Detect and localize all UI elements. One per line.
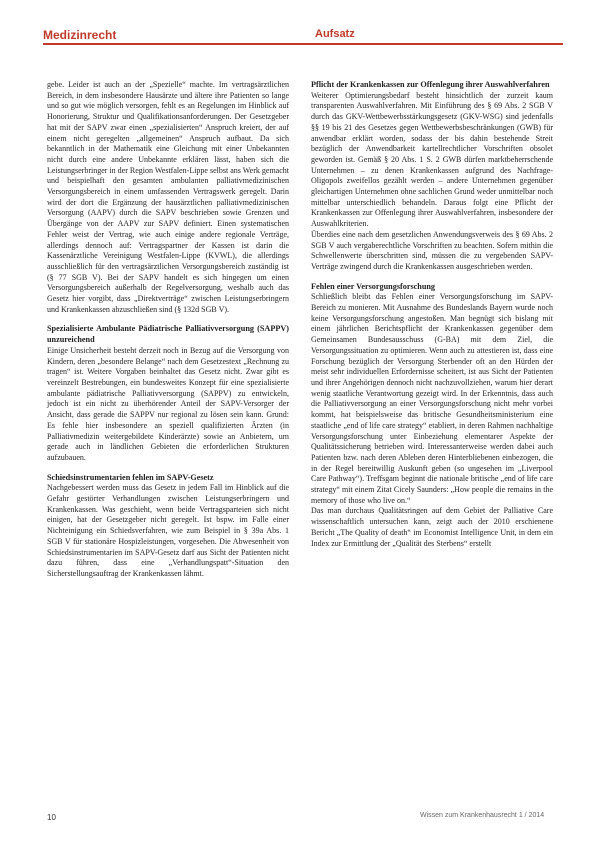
journal-source: Wissen zum Krankenhausrecht 1 / 2014 bbox=[420, 812, 545, 819]
paragraph: Das man durchaus Qualitätsringen auf dem Gebiet der Palliative Care wissenschaftlich untersuchen kann, zeigt auch der 2010 erschienene Bericht „The Quality of death“ im Economist Intelligence Unit, in dem ein Index zur Ermittlung der „Qualität des Sterbens“ erstellt bbox=[311, 506, 553, 548]
paragraph: Überdies eine nach dem gesetzlichen Anwendungsverweis des § 69 Abs. 2 SGB V auch vergaberechtliche Vorschriften zu beachten. Sofern mithin die Schwellenwerte überschritten sind, müssen die zu vergebenden SAPV-Verträge zwingend durch die Krankenkassen ausgeschrieben werden. bbox=[311, 229, 553, 271]
section-heading: Pflicht der Krankenkassen zur Offenlegung ihrer Auswahlverfahren bbox=[311, 80, 550, 89]
section-title: Medizinrecht bbox=[43, 28, 117, 42]
header-rule bbox=[43, 43, 563, 45]
article-type: Aufsatz bbox=[315, 28, 355, 40]
section-heading: Schiedsinstrumentarien fehlen im SAPV-Gesetz bbox=[47, 472, 214, 482]
page-number: 10 bbox=[47, 813, 56, 822]
right-column bbox=[311, 80, 553, 549]
paragraph: gebe. Leider ist auch an der „Spezielle“ machte. Im vertragsärztlichen Bereich, in dem insbesondere Hausärzte und ältere ihre Patienten so lange und so gut wie möglich versorgen, fehlt es an Regelungen im Hinblick auf Honorierung, Struktur und Qualifikationsanforderungen. Der Gesetzgeber hat mit der SAPV zwar einen „spezialisierten“ Anspruch kreiert, der auf einem nicht geregelten „allgemeinen“ Anspruch aufbaut. Da sich bekanntlich in der Mathematik eine Gleichung mit einer Unbekannten nicht durch eine andere Unbekannte erklären lässt, haben sich die Leistungserbringer in der Region Westfalen-Lippe selbst ans Werk gemacht und beispielhaft den gesamten ambulanten palliativmedizinischen Versorgungsbereich in einem umfassenden Vertragswerk geregelt. Darin wird der dort die Ergänzung der hausärztlichen palliativmedizinischen Versorgung (AAPV) durch die SAPV beschrieben sowie Grenzen und Übergänge von der AAPV zur SAPV definiert. Einen systematischen Fehler weist der Vertrag, wie auch einige andere regionale Verträge, allerdings dennoch auf: Vertragspartner der Kassen ist darin die Kassenärztliche Vereinigung Westfalen-Lippe (KVWL), die allerdings ausschließlich für den vertragsärztlichen Versorgungsbereich zuständig ist (§ 77 SGB V). Bei der SAPV handelt es sich hingegen um einen Versorgungsbereich außerhalb der Regelversorgung, weshalb auch das Gesetz hier vorgibt, dass „Direktverträge“ zwischen Leistungserbringern und Krankenkassen abzuschließen sind (§ 132d SGB V). bbox=[47, 80, 289, 314]
paragraph: Nachgebessert werden muss das Gesetz in jedem Fall im Hinblick auf die Gefahr gestörter Verhandlungen zwischen Leistungserbringern und Krankenkassen. Was geschieht, wenn beide Vertragsparteien sich nicht einigen, hat der Gesetzgeber nicht geregelt. Ist bspw. im Falle einer Nichteinigung ein Schiedsverfahren, wie zum Beispiel in § 39a Abs. 1 SGB V für stationäre Hospizleistungen, vorgesehen. Die Abwesenheit von Schiedsinstrumentarien im SAPV-Gesetz darf aus Sicht der Patienten nicht dazu führen, dass eine „Verhandlungspatt“-Situation den Sicherstellungsauftrag der Krankenkassen lähmt. bbox=[47, 483, 289, 578]
paragraph: Weiterer Optimierungsbedarf besteht hinsichtlich der zurzeit kaum transparenten Auswahlverfahren. Mit Einführung des § 69 Abs. 2 SGB V durch das GKV-Wettbewerbsstärkungsgesetz (GKV-WSG) sind jedenfalls §§ 19 bis 21 des Gesetzes gegen Wettbewerbsbeschränkungen (GWB) für anwendbar erklärt worden, sodass der bis dahin bestehende Streit bezüglich der Anwendbarkeit kartellrechtlicher Vorschriften obsolet geworden ist. Gemäß § 20 Abs. 1 S. 2 GWB dürfen marktbeherrschende Unternehmen – zu denen Krankenkassen aufgrund des Nachfrage-Oligopols zweifellos gezählt werden – andere Unternehmen gegenüber gleichartigen Unternehmen ohne sachlichen Grund weder unmittelbar noch mittelbar unterschiedlich behandeln. Daraus folgt eine Pflicht der Krankenkassen zur Offenlegung ihrer Auswahlverfahren, insbesondere der Auswahlkriterien. bbox=[311, 90, 553, 229]
paragraph: Schließlich bleibt das Fehlen einer Versorgungsforschung im SAPV-Bereich zu monieren. Mit Ausnahme des Bundeslands Bayern wurde noch keine Versorgungsforschung angestoßen. Man begnügt sich bislang mit einem jährlichen Berichtspflicht der Krankenkassen gegenüber dem Gemeinsamen Bundesausschuss (G-BA) mit dem Ziel, die Versorgungssituation zu optimieren. Wenn auch zu attestieren ist, dass eine Forschung bezüglich der Versorgung Sterbender oft an den Hürden der meist sehr individuellen Erfordernisse scheitert, ist aus Sicht der Patienten und ihrer Angehörigen dennoch nicht nachzuvollziehen, warum hier derart wenig staatliche Verantwortung gezeigt wird. In der Erkenntnis, dass auch die Palliativversorgung an einer Versorgungsforschung nicht mehr vorbei kommt, hat beispielsweise das britische Gesundheitsministerium eine staatliche „end of life care strategy“ etabliert, in deren Rahmen nachhaltige Versorgungsforschung unter Einbeziehung elementarer Aspekte der Qualitätssicherung betrieben wird. Interessanterweise werden dabei auch Patienten bzw. nach deren Ableben deren Hinterbliebenen einbezogen, die in der Regel bereitwillig Auskunft geben (so ungesehen im „Liverpool Care Pathway“). Treffsgam beginnt die nationale britische „end of life care strategy“ mit einem Zitat Cicely Saunders: „How people die remains in the memory of those who live on.“ bbox=[311, 292, 553, 505]
section-heading: Spezialisierte Ambulante Pädiatrische Palliativversorgung (SAPPV) unzureichend bbox=[47, 324, 289, 345]
left-column bbox=[47, 80, 289, 580]
section-heading: Fehlen einer Versorgungsforschung bbox=[311, 281, 436, 291]
paragraph: Einige Unsicherheit besteht derzeit noch in Bezug auf die Versorgung von Kindern, deren „besondere Belange“ nach dem Gesetzestext „Rechnung zu tragen“ ist. Weitere Vorgaben beinhaltet das Gesetz nicht. Zwar gibt es vereinzelt Bestrebungen, ein bundesweites Konzept für eine spezialisierte ambulante pädiatrische Palliativversorgung (SAPPV) zu entwickeln, jedoch ist ein nicht zu überhörender Anteil der SAPV-Versorger der Ansicht, dass gerade die SAPPV nur regional zu lösen sein kann. Grund: Es fehle hier insbesondere an speziell qualifizierten Ärzten (in Palliativmedizin weitergebildete Kinderärzte) sowie an Anbietern, um gerade auch in ländlichen Gebieten die erforderlichen Strukturen aufzubauen. bbox=[47, 345, 289, 462]
